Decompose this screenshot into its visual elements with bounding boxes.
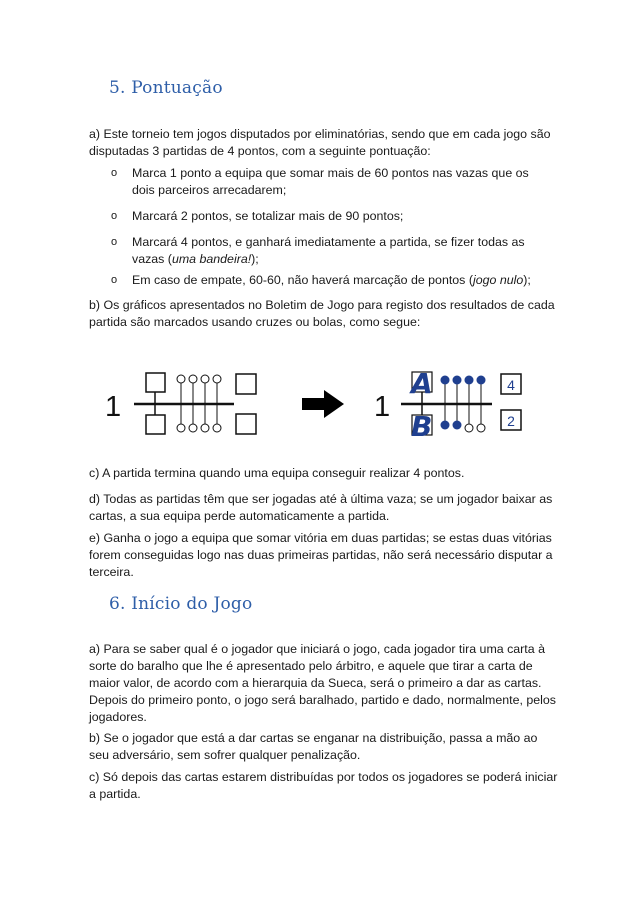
bullet-item: Marca 1 ponto a equipa que somar mais de 60 pontos nas vazas que os dois parceiros arrecadarem; [132,166,529,197]
score-team-a: 4 [507,377,515,393]
score-team-b: 2 [507,413,515,429]
paragraph-5c: c) A partida termina quando uma equipa conseguir realizar 4 pontos. [89,466,465,480]
paragraph-5d: d) Todas as partidas têm que ser jogadas até à última vaza; se um jogador baixar as cartas, a sua equipa perde automaticamente a partida. [89,492,553,523]
bullet-item: Marcará 4 pontos, e ganhará imediatamente a partida, se fizer todas as vazas (uma bandeira!); [132,235,525,266]
bullet-marker: o [111,236,118,248]
team-a-letter: A [411,367,433,400]
left-bottom-box [146,415,165,434]
bullet-marker: o [111,210,118,222]
right-number: 1 [374,391,391,423]
bullet-marker: o [111,274,118,286]
bullet-item: Em caso de empate, 60-60, não haverá marcação de pontos (jogo nulo); [132,273,531,287]
bullet-item: Marcará 2 pontos, se totalizar mais de 90 pontos; [132,209,404,223]
team-b-letter: B [411,410,433,440]
arrow-icon [302,390,344,418]
paragraph-6c: c) Só depois das cartas estarem distribuídas por todos os jogadores se poderá iniciar a partida. [89,770,558,801]
scoring-diagram [89,360,559,440]
paragraph-5a: a) Este torneio tem jogos disputados por eliminatórias, sendo que em cada jogo são disputadas 3 partidas de 4 pontos, com a seguinte pontuação: [89,127,551,158]
paragraph-5e: e) Ganha o jogo a equipa que somar vitória em duas partidas; se estas duas vitórias forem conseguidas logo nas duas primeiras partidas, não será necessário disputar a terceira. [89,531,553,579]
bullet-marker: o [111,167,118,179]
left-score-box-top [236,374,256,394]
left-score-box-bottom [236,414,256,434]
section-6-title: 6. Início do Jogo [109,594,253,614]
left-top-box [146,373,165,392]
paragraph-6a: a) Para se saber qual é o jogador que iniciará o jogo, cada jogador tira uma carta à sorte do baralho que lhe é apresentado pelo árbitro, e aquele que tirar a carta de maior valor, de acordo com a hierarquia da Sueca, será o primeiro a dar as cartas. Depois do primeiro ponto, o jogo será baralhado, partido e dado, normalmente, pelos jogadores. [89,642,557,724]
paragraph-6b: b) Se o jogador que está a dar cartas se enganar na distribuição, passa a mão ao seu adversário, sem sofrer qualquer penalização. [89,731,538,762]
section-5-title: 5. Pontuação [109,78,223,98]
paragraph-5b: b) Os gráficos apresentados no Boletim de Jogo para registo dos resultados de cada partida são marcados usando cruzes ou bolas, como segue: [89,298,555,329]
left-number: 1 [105,391,122,423]
